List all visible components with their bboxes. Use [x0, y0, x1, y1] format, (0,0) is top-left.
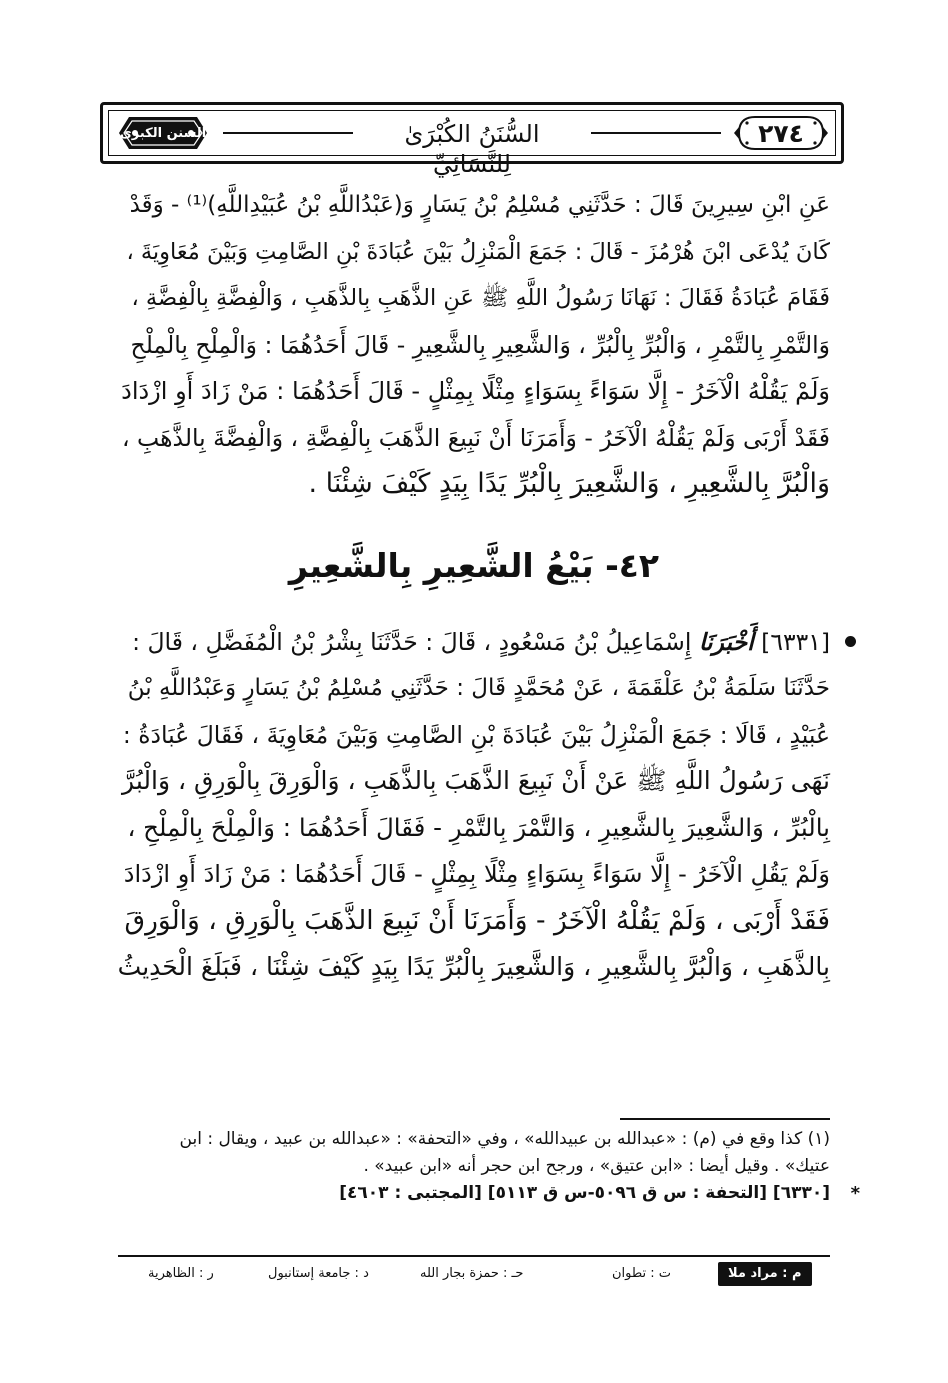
star-icon: * — [850, 1183, 860, 1204]
text-line: حَدَّثَنَا سَلَمَةُ بْنُ عَلْقَمَةَ ، عَنْ مُحَمَّدٍ قَالَ : حَدَّثَنِي مُسْلِمُ بْنُ يَسَارٍ وَعَبْدُاللَّهِ بْنُ — [127, 675, 830, 701]
sigla-r: ر : الظاهرية — [148, 1266, 214, 1281]
takhrij-text: [٦٣٣٠] [التحفة : س ق ٥٠٩٦-س ق ٥١١٣] [المجتبى : ٤٦٠٣] — [339, 1183, 830, 1203]
text-line: كَانَ يُدْعَى ابْنَ هُرْمُزَ - قَالَ : جَمَعَ الْمَنْزِلُ بَيْنَ عُبَادَةَ بْنِ الصَّامِتِ وَبَيْنَ مُعَاوِيَةَ ، — [126, 238, 830, 265]
footnote-line: عتيك» . وقيل أيضا : «ابن عتيق» ، ورجح ابن حجر أنه «ابن عبيد» . — [363, 1156, 830, 1176]
text-line: فَقَدْ أَرْبَى ، وَلَمْ يَقُلْهُ الْآخَرُ - وَأَمَرَنَا أَنْ نَبِيعَ الذَّهَبَ بِالْوَرِقِ ، وَالْوَرِقَ — [124, 904, 830, 936]
sigla-m: م : مراد ملا — [718, 1262, 812, 1286]
text-line: وَلَمْ يَقُلْهُ الْآخَرُ - إِلَّا سَوَاءً بِسَوَاءٍ مِثْلًا بِمِثْلٍ - قَالَ أَحَدُهُمَا : مَنْ زَادَ أَوِ ازْدَادَ — [121, 377, 830, 405]
text-line: نَهَى رَسُولُ اللَّهِ ﷺ عَنْ أَنْ نَبِيعَ الذَّهَبَ بِالذَّهَبِ ، وَالْوَرِقَ بِالْوَرِقِ ، وَالْبُرَّ — [122, 766, 830, 795]
hadith-text — [118, 619, 830, 991]
hadith-number: [٦٣٣١] — [761, 627, 830, 656]
page-number: ٢٧٤ — [758, 118, 804, 148]
sigla-d: د : جامعة إستانبول — [268, 1266, 369, 1281]
text-line — [118, 619, 830, 666]
sigla-separator — [118, 1255, 830, 1257]
book-seal — [115, 113, 211, 153]
running-title: السُّنَنُ الكُبْرَىٰ لِلنَّسَائِيِّ — [404, 120, 540, 178]
text-line: وَلَمْ يَقُلِ الْآخَرُ - إِلَّا سَوَاءً بِسَوَاءٍ مِثْلًا بِمِثْلٍ - قَالَ أَحَدُهُمَا : مَنْ زَادَ أَوِ ازْدَادَ — [123, 860, 830, 888]
page-number-frame — [733, 113, 829, 153]
text-line: فَقَدْ أَرْبَى وَلَمْ يَقُلْهُ الْآخَرُ - وَأَمَرَنَا أَنْ نَبِيعَ الذَّهَبَ بِالْفِضَّةِ ، وَالْفِضَّةَ بِالذَّهَبِ ، — [121, 423, 830, 452]
text-line: عَنِ ابْنِ سِيرِينَ قَالَ : حَدَّثَنِي مُسْلِمُ بْنُ يَسَارٍ وَ(عَبْدُاللَّهِ بْنُ عُبَيْدِاللَّهِ)⁽¹⁾ - وَقَدْ — [129, 192, 830, 218]
bullet-icon — [845, 636, 856, 647]
text-line: بِالذَّهَبِ ، وَالْبُرَّ بِالشَّعِيرِ ، وَالشَّعِيرَ بِالْبُرِّ يَدًا بِيَدٍ كَيْفَ شِئْنَا ، فَبَلَغَ الْحَدِيثُ — [117, 952, 830, 981]
footnotes — [118, 1126, 860, 1207]
main-text — [118, 182, 830, 991]
sigla-t: ت : تطوان — [612, 1266, 672, 1281]
footnote-1 — [118, 1126, 830, 1180]
header-rule-left — [223, 132, 353, 134]
page-header — [100, 102, 844, 178]
text-line: فَقَامَ عُبَادَةُ فَقَالَ : نَهَانَا رَسُولُ اللَّهِ ﷺ عَنِ الذَّهَبِ بِالذَّهَبِ ، وَالْفِضَّةِ بِالْفِضَّةِ ، — [131, 285, 830, 311]
text-line: وَالتَّمْرِ بِالتَّمْرِ ، وَالْبُرِّ بِالْبُرِّ ، وَالشَّعِيرِ بِالشَّعِيرِ - قَالَ أَحَدُهُمَا : وَالْمِلْحِ بِالْمِلْحِ — [130, 330, 830, 359]
text-fragment: إِسْمَاعِيلُ بْنُ مَسْعُودٍ ، قَالَ : حَدَّثَنَا بِشْرُ بْنُ الْمُفَضَّلِ ، قَالَ : — [132, 627, 692, 656]
akhbarana-word: أَخْبَرَنَا — [698, 627, 754, 656]
footnote-line: (١) كذا وقع في (م) : «عبدالله بن عبيدالله» ، وفي «التحفة» : «عبدالله بن عبيد ، ويقال : ابن — [179, 1129, 830, 1149]
text-line: عُبَيْدٍ ، قَالَا : جَمَعَ الْمَنْزِلُ بَيْنَ عُبَادَةَ بْنِ الصَّامِتِ وَبَيْنَ مُعَاوِيَةَ ، فَقَالَ عُبَادَةُ : — [122, 720, 830, 749]
takhrij-note — [118, 1180, 860, 1207]
footnote-separator — [620, 1118, 830, 1120]
header-rule-right — [591, 132, 721, 134]
seal-text: السنن الكبرى — [119, 125, 207, 141]
text-line: وَالْبُرَّ بِالشَّعِيرِ ، وَالشَّعِيرَ بِالْبُرِّ يَدًا بِيَدٍ كَيْفَ شِئْنَا . — [308, 468, 830, 499]
sigla-h: حـ : حمزة بجار الله — [420, 1266, 524, 1281]
paragraph-continuation — [118, 182, 830, 508]
section-heading: ٤٢- بَيْعُ الشَّعِيرِ بِالشَّعِيرِ — [288, 545, 660, 585]
text-line: بِالْبُرِّ ، وَالشَّعِيرَ بِالشَّعِيرِ ، وَالتَّمْرَ بِالتَّمْرِ - فَقَالَ أَحَدُهُمَا : وَالْمِلْحَ بِالْمِلْحِ ، — [127, 812, 830, 842]
hadith-entry — [118, 619, 830, 991]
